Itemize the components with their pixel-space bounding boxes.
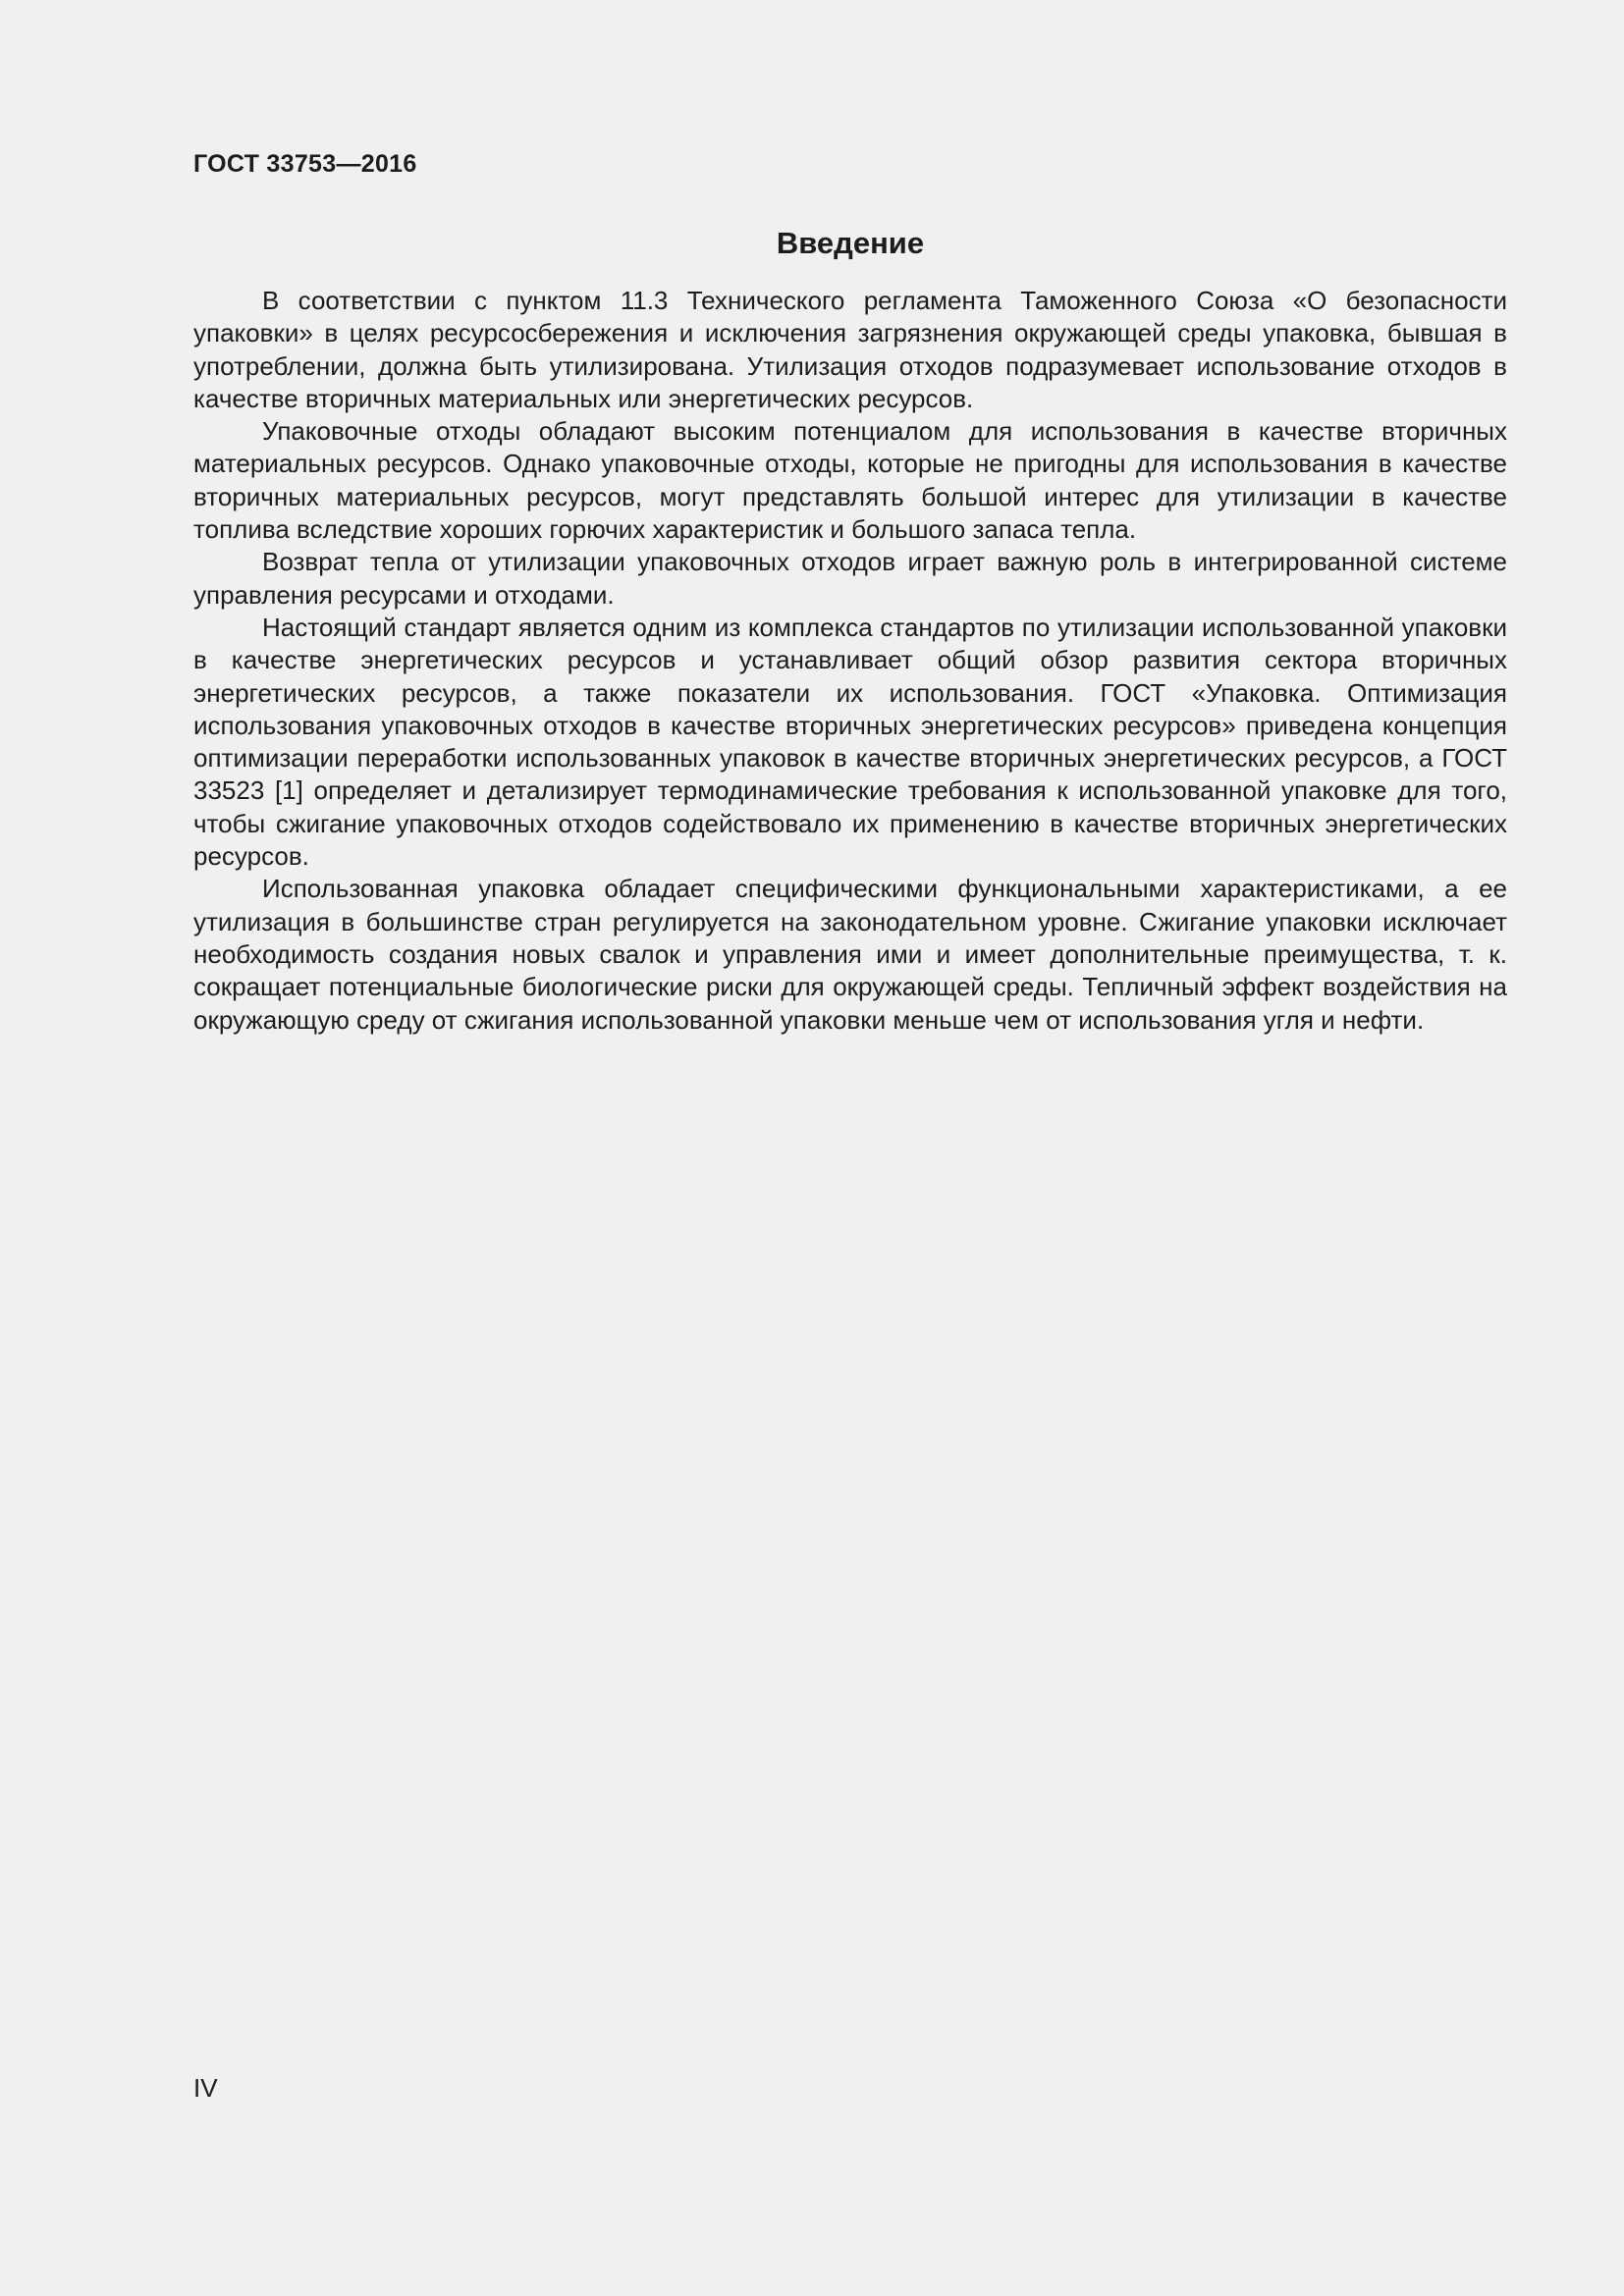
document-code: ГОСТ 33753—2016 bbox=[193, 150, 417, 178]
paragraph: Возврат тепла от утилизации упаковочных отходов играет важную роль в интегрированной системе управления ресурсами и отходами. bbox=[193, 547, 1507, 610]
paragraph: В соответствии с пунктом 11.3 Технического регламента Таможенного Союза «О безопасности упаковки» в целях ресурсосбережения и исключения загрязнения окружающей среды упаковка, бывшая в употреблении, должна быть утилизирована. Утилизация отходов подразумевает использование отходов в качестве вторичных материальных или энергетических ресурсов. bbox=[193, 286, 1507, 413]
paragraph: Упаковочные отходы обладают высоким потенциалом для использования в качестве вторичных материальных ресурсов. Однако упаковочные отходы, которые не пригодны для использования в качестве вторичных материальных ресурсов, могут представлять большой интерес для утилизации в качестве топлива вследствие хороших горючих характеристик и большого запаса тепла. bbox=[193, 416, 1507, 545]
paragraph: Использованная упаковка обладает специфическими функциональными характеристиками, а ее утилизация в большинстве стран регулируется на законодательном уровне. Сжигание упаковки исключает необходимость создания новых свалок и управления ими и имеет дополнительные преимущества, т. к. сокращает потенциальные биологические риски для окружающей среды. Тепличный эффект воздействия на окружающую среду от сжигания использованной упаковки меньше чем от использования угля и нефти. bbox=[193, 874, 1507, 1035]
paragraph: Настоящий стандарт является одним из комплекса стандартов по утилизации использованной упаковки в качестве энергетических ресурсов и устанавливает общий обзор развития сектора вторичных энергетических ресурсов, а также показатели их использования. ГОСТ «Упаковка. Оптимизация использования упаковочных отходов в качестве вторичных энергетических ресурсов» приведена концепция оптимизации переработки использованных упаковок в качестве вторичных энергетических ресурсов, а ГОСТ 33523 [1] определяет и детализирует термодинамические требования к использованной упаковке для того, чтобы сжигание упаковочных отходов содействовало их применению в качестве вторичных энергетических ресурсов. bbox=[193, 612, 1507, 872]
introduction-text bbox=[193, 285, 1507, 1037]
page-number: IV bbox=[193, 2073, 218, 2103]
section-title: Введение bbox=[776, 226, 925, 260]
